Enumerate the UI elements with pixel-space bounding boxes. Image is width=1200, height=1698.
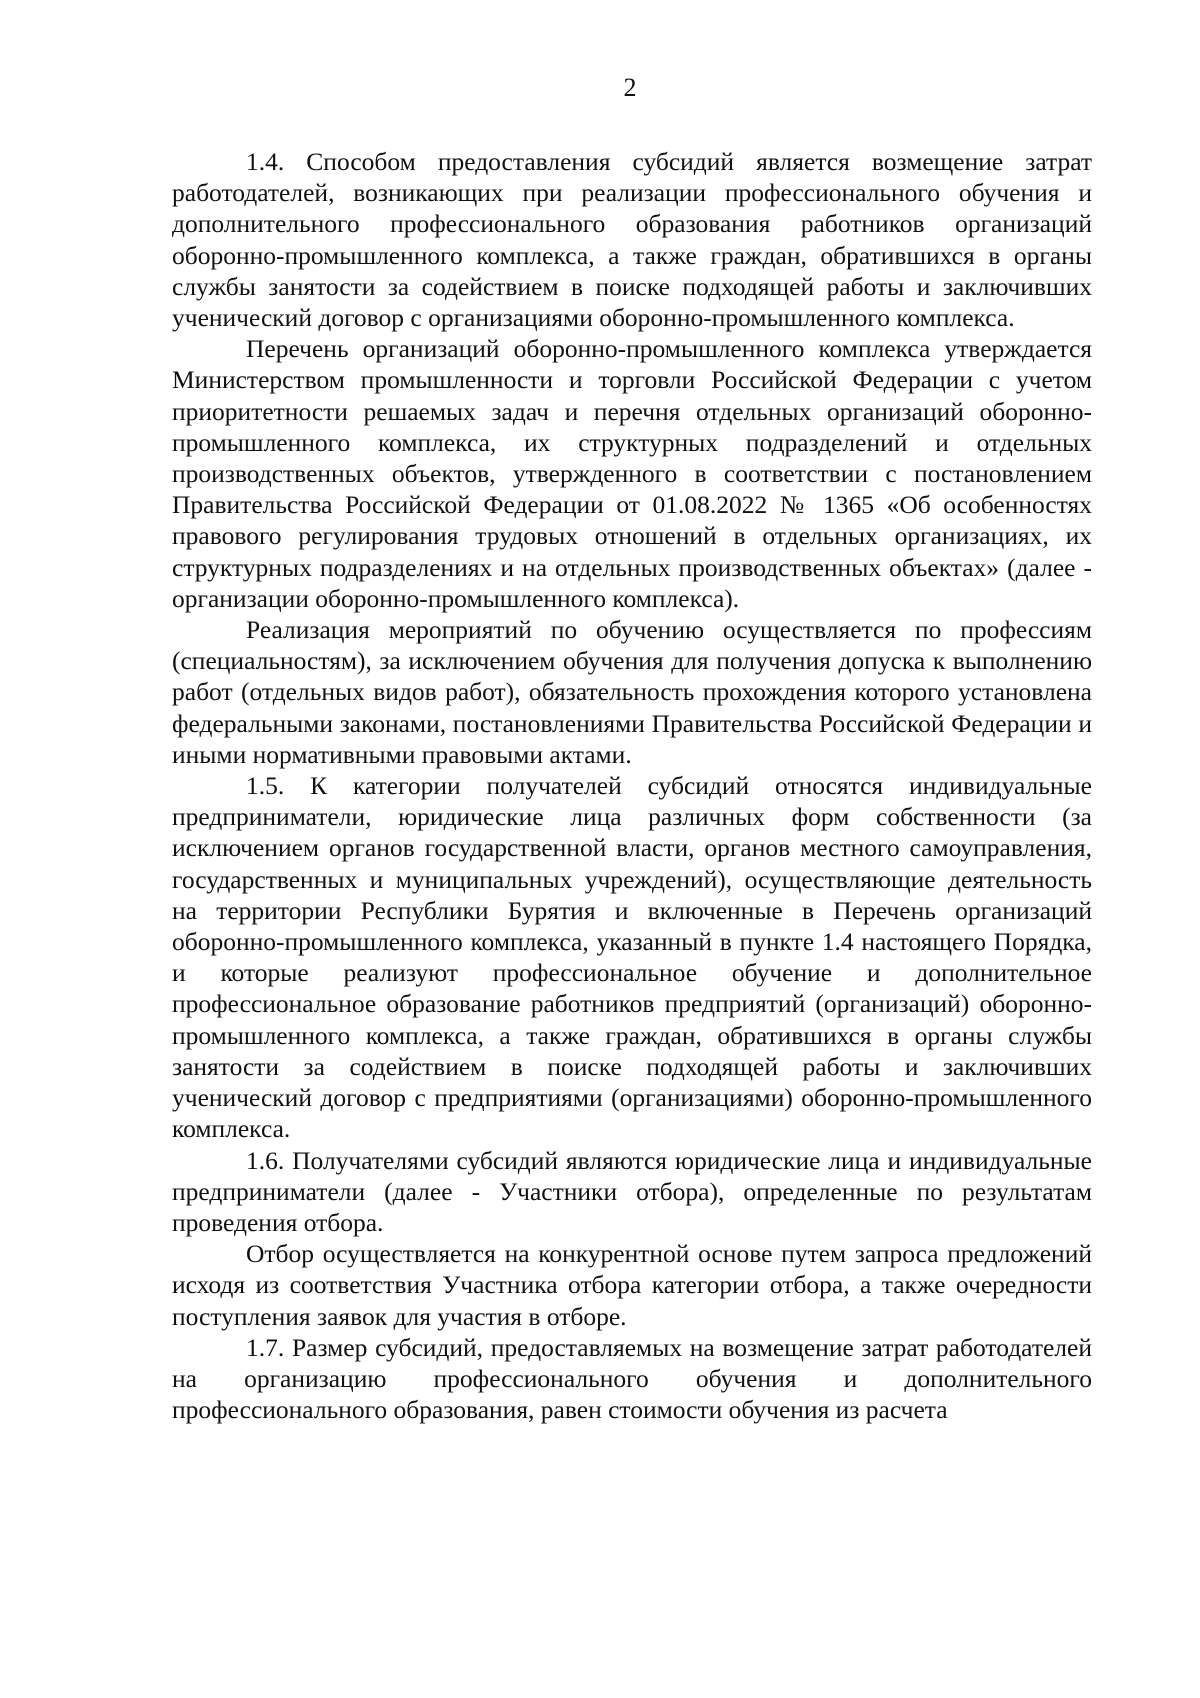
paragraph-selection-basis: Отбор осуществляется на конкурентной основе путем запроса предложений исходя из соответствия Участника отбора категории отбора, а также очередности поступления заявок для участия в отборе. — [172, 1239, 1092, 1331]
paragraph-1-7: 1.7. Размер субсидий, предоставляемых на возмещение затрат работодателей на организацию профессионального обучения и дополнительного профессионального образования, равен стоимости обучения из расчета — [172, 1332, 1092, 1425]
paragraph-training-implementation: Реализация мероприятий по обучению осуществляется по профессиям (специальностям), за исключением обучения для получения допуска к выполнению работ (отдельных видов работ), обязательность прохождения которого установлена федеральными законами, постановлениями Правительства Российской Федерации и иными нормативными правовыми актами. — [172, 615, 1092, 769]
paragraph-1-6: 1.6. Получателями субсидий являются юридические лица и индивидуальные предприниматели (далее - Участники отбора), определенные по результатам проведения отбора. — [172, 1145, 1092, 1237]
paragraph-1-4: 1.4. Способом предоставления субсидий является возмещение затрат работодателей, возникающих при реализации профессионального обучения и дополнительного профессионального образования работников организаций оборонно-промышленного комплекса, а также граждан, обратившихся в органы службы занятости за содействием в поиске подходящей работы и заключивших ученический договор с организациями оборонно-промышленного комплекса. — [172, 147, 1092, 333]
paragraph-1-5: 1.5. К категории получателей субсидий относятся индивидуальные предприниматели, юридические лица различных форм собственности (за исключением органов государственной власти, органов местного самоуправления, государственных и муниципальных учреждений), осуществляющие деятельность на территории Республики Бурятия и включенные в Перечень организаций оборонно-промышленного комплекса, указанный в пункте 1.4 настоящего Порядка, и которые реализуют профессиональное обучение и дополнительное профессиональное образование работников предприятий (организаций) оборонно-промышленного комплекса, а также граждан, обратившихся в органы службы занятости за содействием в поиске подходящей работы и заключивших ученический договор с предприятиями (организациями) оборонно-промышленного комплекса. — [172, 771, 1092, 1144]
page-number: 2 — [623, 73, 637, 102]
paragraph-defense-organizations-list: Перечень организаций оборонно-промышленного комплекса утверждается Министерством промышленности и торговли Российской Федерации с учетом приоритетности решаемых задач и перечня отдельных организаций оборонно-промышленного комплекса, их структурных подразделений и отдельных производственных объектов, утвержденного в соответствии с постановлением Правительства Российской Федерации от 01.08.2022 № 1365 «Об особенностях правового регулирования трудовых отношений в отдельных организациях, их структурных подразделениях и на отдельных производственных объектах» (далее - организации оборонно-промышленного комплекса). — [172, 334, 1092, 613]
document-body — [172, 146, 1092, 1425]
